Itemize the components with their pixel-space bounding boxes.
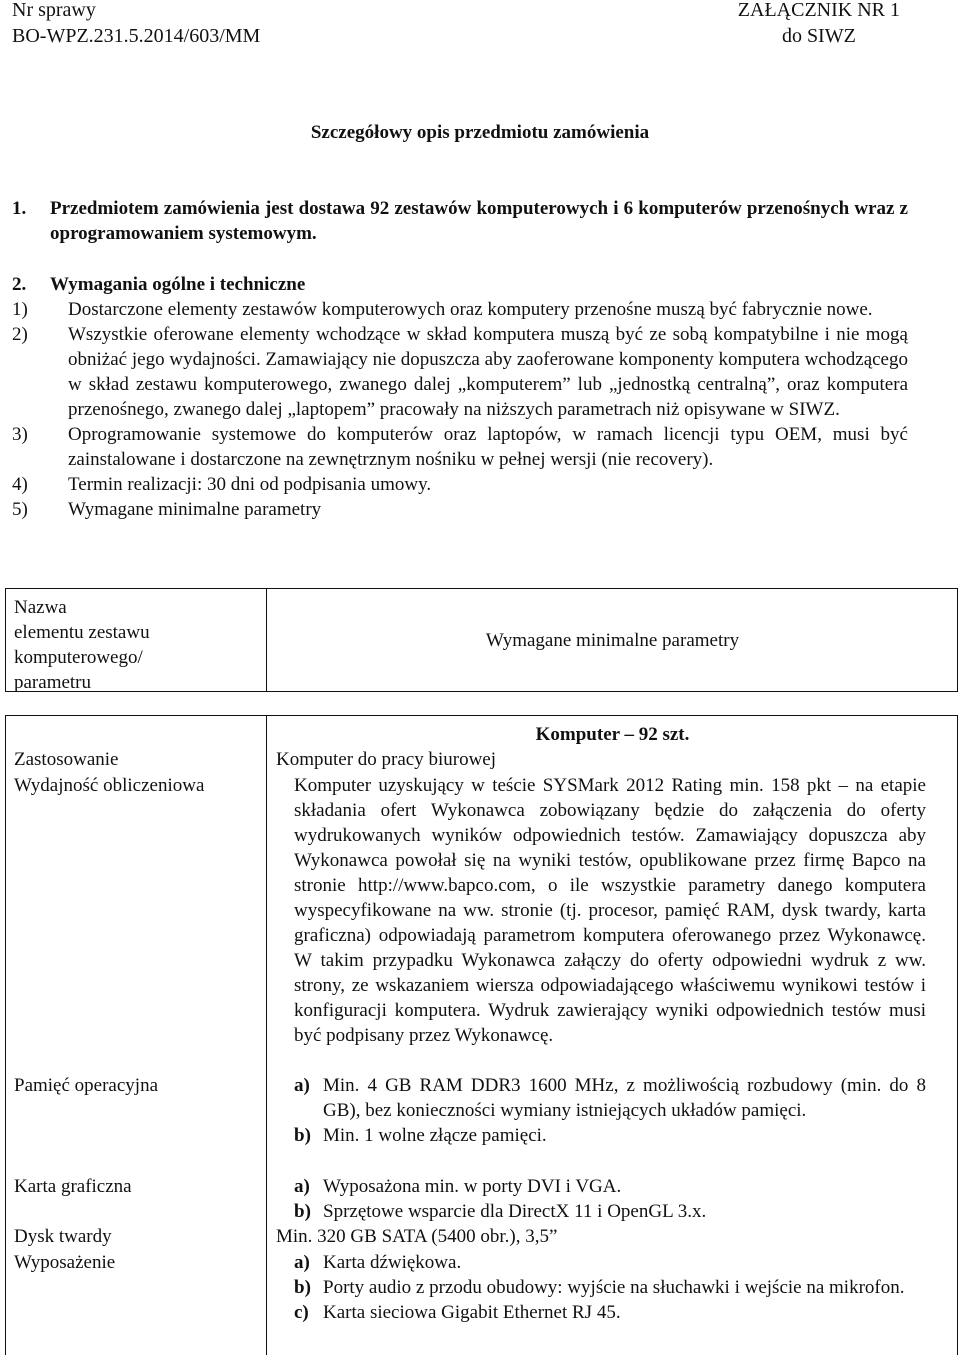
attachment-subtitle: do SIWZ — [781, 25, 856, 47]
requirement-text: Wymagane minimalne parametry — [68, 499, 322, 520]
parameters-table-header — [5, 588, 958, 692]
column-divider — [266, 589, 267, 691]
section-2 — [12, 272, 908, 522]
row-label: Pamięć operacyjna — [14, 1075, 159, 1096]
column-divider — [266, 716, 267, 1355]
list-text: Sprzętowe wsparcie dla DirectX 11 i OpenGL 3.x. — [323, 1201, 707, 1222]
section-1-text: Przedmiotem zamówienia jest dostawa 92 zestawów komputerowych i 6 komputerów przenośnych wraz z oprogramowaniem systemowym. — [50, 198, 908, 244]
row-label: Wyposażenie — [14, 1252, 116, 1273]
requirement-number: 3) — [12, 424, 28, 445]
row-value: Komputer do pracy biurowej — [276, 749, 497, 770]
row-value — [294, 1250, 926, 1325]
row-label: Zastosowanie — [14, 749, 119, 770]
list-marker: b) — [294, 1201, 311, 1222]
column-header-parameters: Wymagane minimalne parametry — [485, 629, 740, 651]
section-2-heading: Wymagania ogólne i techniczne — [50, 274, 306, 295]
requirement-item — [12, 322, 908, 422]
row-label: Dysk twardy — [14, 1226, 112, 1247]
requirement-text: Wszystkie oferowane elementy wchodzące w skład komputera muszą być ze sobą kompatybilne i nie mogą obniżać jego wydajności. Zamawiający nie dopuszcza aby zaoferowane komponenty komputera wchodzącego w skład zestawu komputerowego, zwanego dalej „komputerem” lub „jednostką centralną”, oraz komputera przenośnego, zwanego dalej „laptopem” pracowały na niższych parametrach niż opisywane w SIWZ. — [68, 324, 908, 420]
column-header-line: elementu zestawu — [14, 622, 150, 643]
section-2-number: 2. — [12, 274, 27, 295]
column-header-line: komputerowego/ — [14, 647, 143, 668]
requirement-item — [12, 422, 908, 472]
case-number-label: Nr sprawy — [12, 0, 96, 21]
requirement-item — [12, 297, 908, 322]
requirement-number: 2) — [12, 324, 28, 345]
attachment-block — [738, 0, 900, 49]
case-number-value: BO-WPZ.231.5.2014/603/MM — [12, 25, 261, 47]
list-marker: b) — [294, 1277, 311, 1298]
parameters-table — [5, 715, 958, 1355]
list-item — [294, 1123, 926, 1148]
requirement-number: 5) — [12, 499, 28, 520]
requirement-item — [12, 497, 908, 522]
requirement-item — [12, 472, 908, 497]
column-header-line: Nazwa — [14, 597, 67, 618]
list-text: Min. 4 GB RAM DDR3 1600 MHz, z możliwością rozbudowy (min. do 8 GB), bez konieczności wymiany istniejących układów pamięci. — [323, 1075, 926, 1121]
list-item — [294, 1073, 926, 1123]
requirement-text: Dostarczone elementy zestawów komputerowych oraz komputery przenośne muszą być fabrycznie nowe. — [68, 299, 873, 320]
list-text: Wyposażona min. w porty DVI i VGA. — [323, 1176, 622, 1197]
list-item — [294, 1174, 926, 1199]
list-marker: a) — [294, 1176, 310, 1197]
row-value — [294, 1073, 926, 1148]
row-value: Komputer uzyskujący w teście SYSMark 2012 Rating min. 158 pkt – na etapie składania ofert Wykonawca zobowiązany będzie do załączenia do oferty wydrukowanych wyników odpowiednich testów. Zamawiający dopuszcza aby Wykonawca powołał się na wyniki testów, opublikowane przez firmę Bapco na stronie http://www.bapco.com, o ile wszystkie parametry danego komputera wyspecyfikowane na ww. stronie (tj. procesor, pamięć RAM, dysk twardy, karta graficzna) odpowiadają parametrom komputera oferowanego przez Wykonawcę. W takim przypadku Wykonawca załączy do oferty odpowiedni wydruk z ww. strony, ze wskazaniem wiersza odpowiadającego właściwemu wynikowi testów i konfiguracji komputera. Wydruk zawierający wyniki odpowiednich testów musi być podpisany przez Wykonawcę. — [294, 775, 926, 1046]
requirement-number: 1) — [12, 299, 28, 320]
case-number-block — [12, 0, 260, 49]
page-title: Szczegółowy opis przedmiotu zamówienia — [310, 122, 650, 143]
table-section-title: Komputer – 92 szt. — [535, 724, 690, 745]
list-text: Karta dźwiękowa. — [323, 1252, 462, 1273]
list-text: Min. 1 wolne złącze pamięci. — [323, 1125, 547, 1146]
list-marker: b) — [294, 1125, 311, 1146]
requirement-text: Termin realizacji: 30 dni od podpisania umowy. — [68, 474, 432, 495]
requirement-text: Oprogramowanie systemowe do komputerów oraz laptopów, w ramach licencji typu OEM, musi być zainstalowane i dostarczone na zewnętrznym nośniku w pełnej wersji (nie recovery). — [68, 424, 908, 470]
list-marker: a) — [294, 1252, 310, 1273]
section-1 — [12, 196, 908, 246]
row-value — [294, 1174, 926, 1224]
row-label: Wydajność obliczeniowa — [14, 775, 205, 796]
row-label: Karta graficzna — [14, 1176, 132, 1197]
list-item — [294, 1199, 926, 1224]
list-marker: c) — [294, 1302, 309, 1323]
column-header-element — [14, 595, 254, 695]
list-text: Karta sieciowa Gigabit Ethernet RJ 45. — [323, 1302, 621, 1323]
section-1-number: 1. — [12, 198, 27, 219]
list-item — [294, 1300, 926, 1325]
list-item — [294, 1275, 926, 1300]
list-marker: a) — [294, 1075, 310, 1096]
attachment-title: ZAŁĄCZNIK NR 1 — [737, 0, 900, 21]
column-header-line: parametru — [14, 672, 92, 693]
list-text: Porty audio z przodu obudowy: wyjście na słuchawki i wejście na mikrofon. — [323, 1277, 905, 1298]
row-value: Min. 320 GB SATA (5400 obr.), 3,5” — [276, 1226, 558, 1247]
requirement-number: 4) — [12, 474, 28, 495]
list-item — [294, 1250, 926, 1275]
